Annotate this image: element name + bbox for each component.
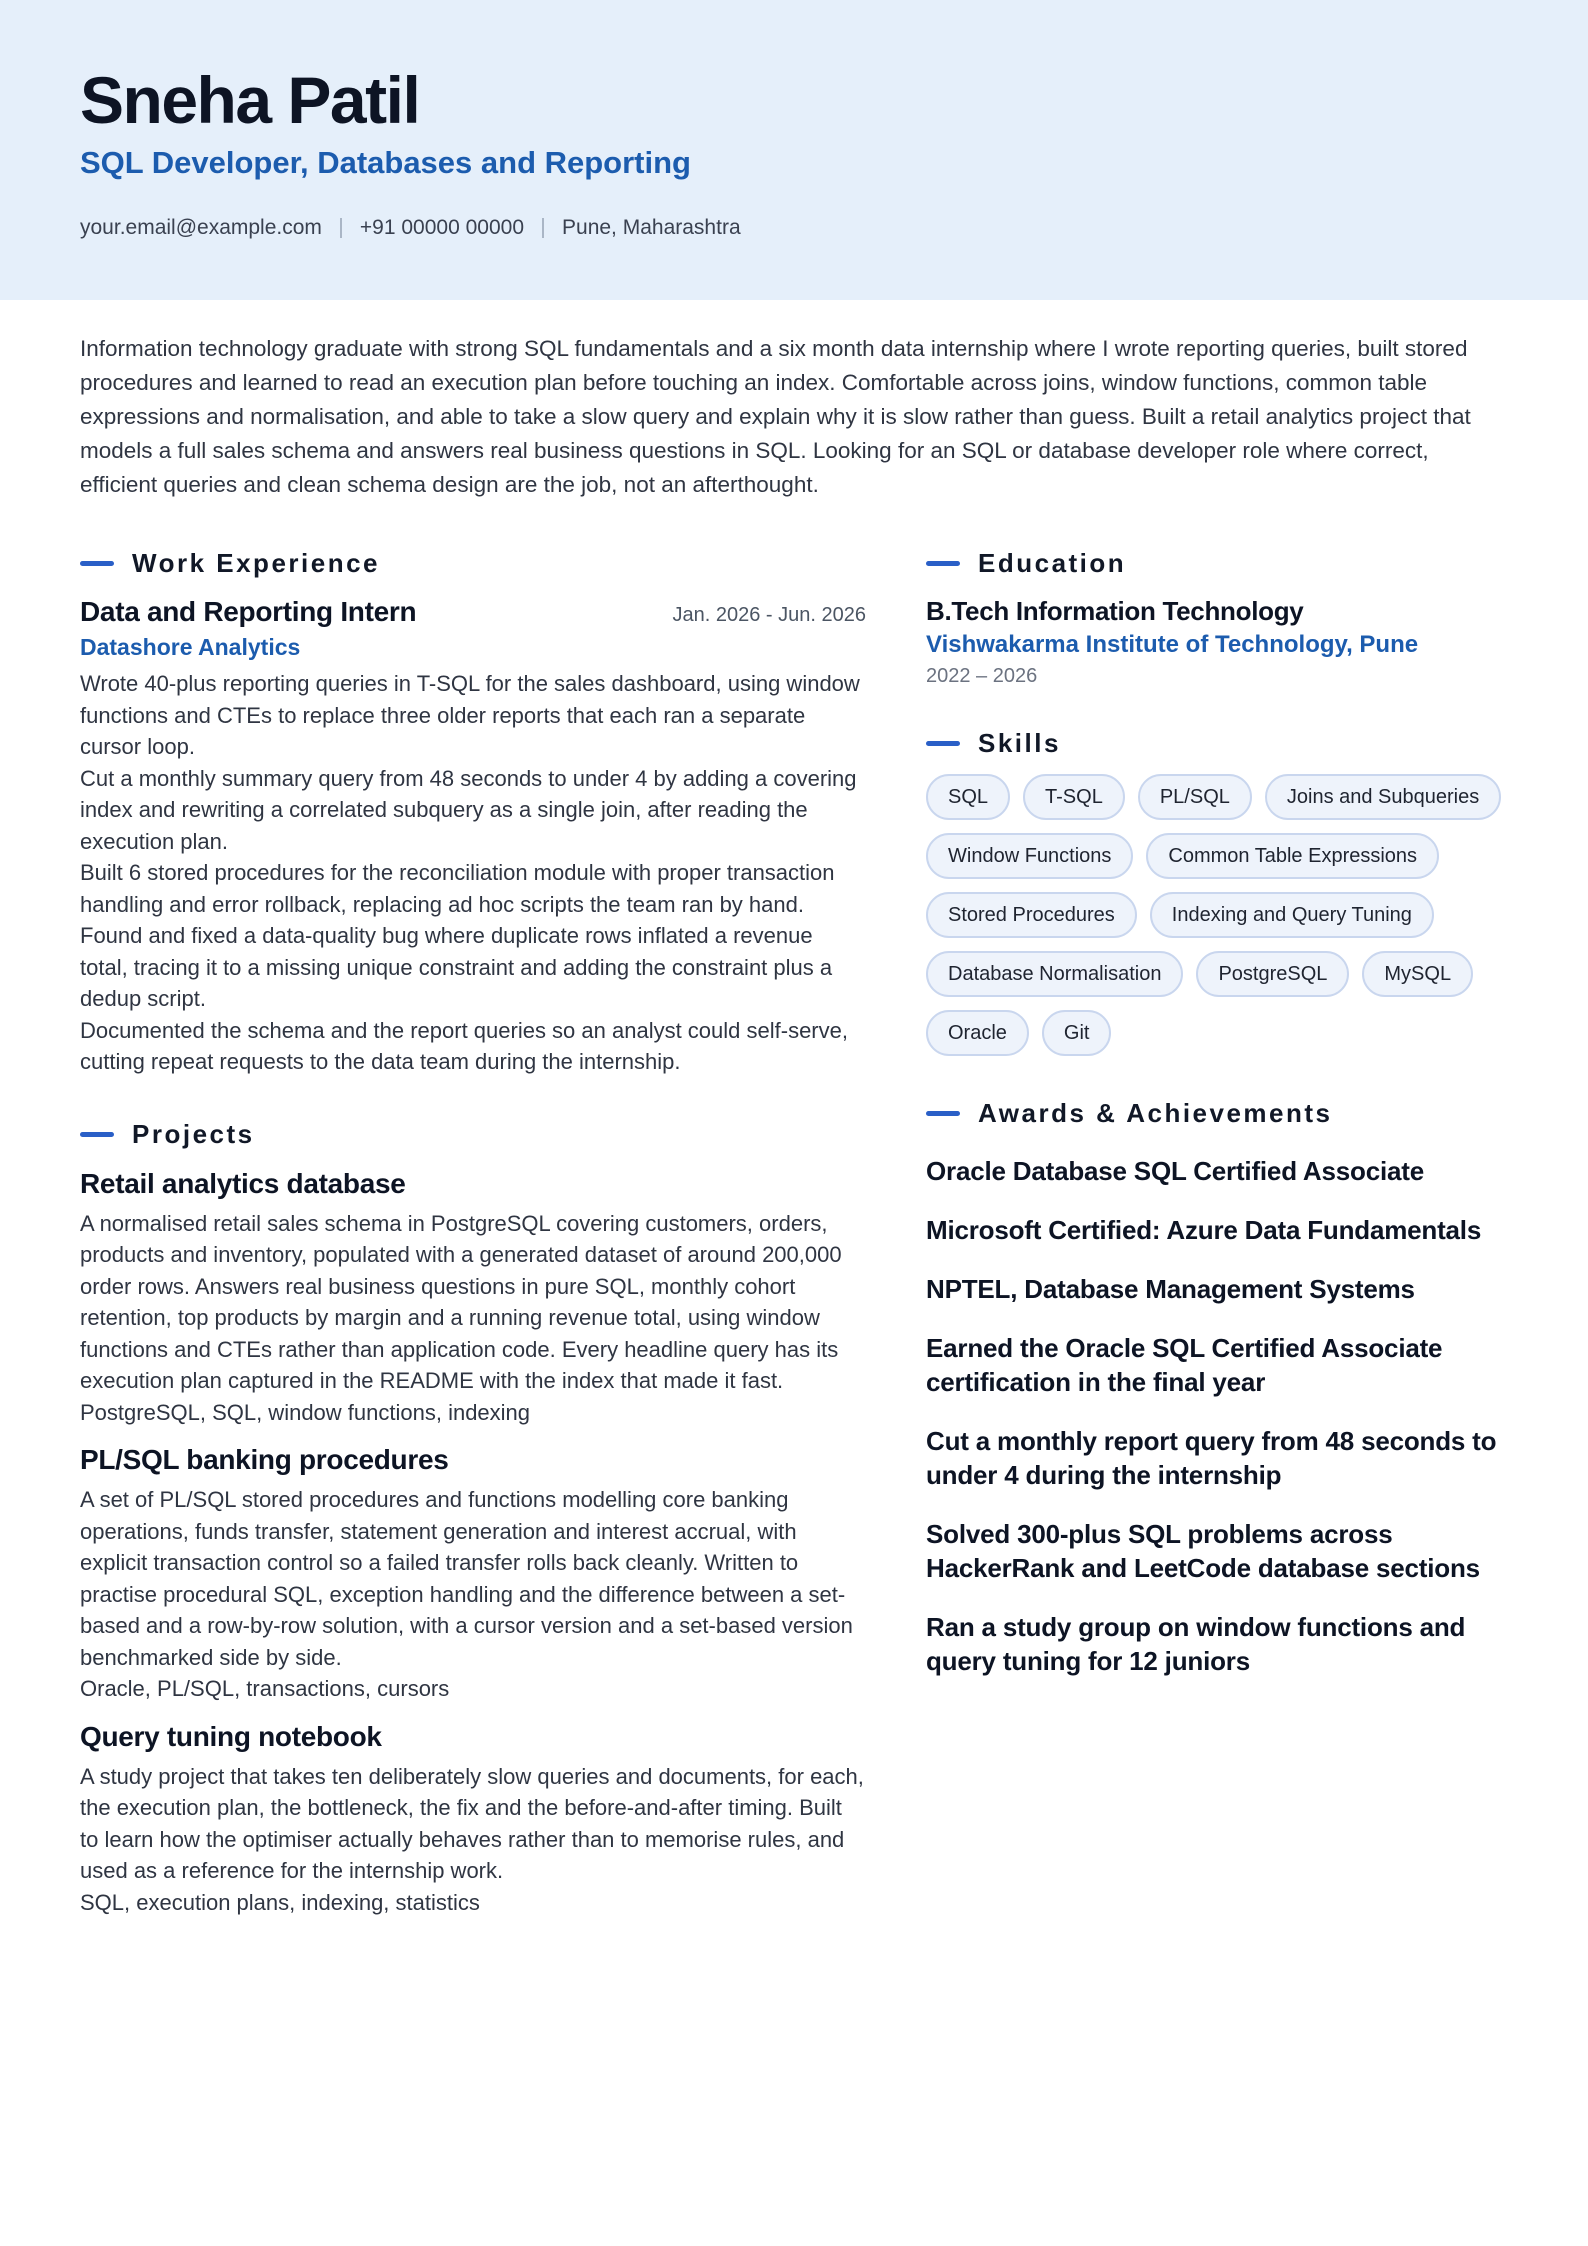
section-title: Projects — [132, 1119, 255, 1149]
skill-chip: Database Normalisation — [926, 951, 1183, 997]
project-tags: SQL, execution plans, indexing, statistics — [80, 1889, 480, 1915]
contact-divider — [542, 218, 544, 238]
award-item: Solved 300-plus SQL problems across HackerRank and LeetCode database sections — [926, 1519, 1480, 1583]
skills-heading — [926, 726, 1516, 760]
job-bullet: Built 6 stored procedures for the reconciliation module with proper transaction handling and error rollback, replacing ad hoc scripts the team ran by hand. — [80, 860, 835, 917]
section-title: Work Experience — [132, 547, 381, 578]
skill-chip: Joins and Subqueries — [1265, 774, 1501, 820]
award-item: Ran a study group on window functions and query tuning for 12 juniors — [926, 1612, 1466, 1676]
job-role: Data and Reporting Intern — [80, 596, 417, 627]
left-column — [80, 546, 866, 1918]
project-entry — [80, 1719, 866, 1919]
skill-chip: Stored Procedures — [926, 892, 1137, 938]
contact-phone: +91 00000 00000 — [359, 216, 525, 239]
professional-summary: Information technology graduate with strong SQL fundamentals and a six month data internship where I wrote reporting queries, built stored procedures and learned to read an execution plan before touching an index. Comfortable across joins, window functions, common table expressions and normalisation, and able to take a slow query and explain why it is slow rather than guess. Built a retail analytics project that models a full sales schema and answers real business questions in SQL. Looking for an SQL or database developer role where correct, efficient queries and clean schema design are the job, not an afterthought. — [80, 336, 1471, 497]
award-item: NPTEL, Database Management Systems — [926, 1274, 1415, 1304]
contact-email: your.email@example.com — [80, 216, 322, 239]
project-description: A study project that takes ten deliberately slow queries and documents, for each, the execution plan, the bottleneck, the fix and the before-and-after timing. Built to learn how the optimiser actually behaves rather than to memorise rules, and used as a reference for the internship work. — [80, 1763, 864, 1883]
right-column — [926, 546, 1516, 1703]
skill-chip: PL/SQL — [1138, 774, 1252, 820]
section-accent-bar — [80, 561, 114, 566]
job-bullet: Documented the schema and the report queries so an analyst could self-serve, cutting repeat requests to the data team during the internship. — [80, 1017, 848, 1074]
job-company: Datashore Analytics — [80, 634, 301, 660]
job-bullet: Cut a monthly summary query from 48 seconds to under 4 by adding a covering index and rewriting a correlated subquery as a single join, after reading the execution plan. — [80, 765, 857, 854]
job-dates: Jan. 2026 - Jun. 2026 — [672, 604, 866, 626]
job-bullet: Found and fixed a data-quality bug where duplicate rows inflated a revenue total, tracing it to a missing unique constraint and adding the constraint plus a dedup script. — [80, 923, 833, 1011]
project-description: A normalised retail sales schema in PostgreSQL covering customers, orders, products and inventory, populated with a generated dataset of around 200,000 order rows. Answers real business questions in pure SQL, monthly cohort retention, top products by margin and a running revenue total, using window functions and CTEs rather than application code. Every headline query has its execution plan captured in the README with the index that made it fast. — [80, 1210, 842, 1393]
school: Vishwakarma Institute of Technology, Pune — [926, 631, 1419, 658]
education-entry — [926, 594, 1516, 690]
section-title: Education — [978, 547, 1127, 578]
job-bullet: Wrote 40-plus reporting queries in T-SQL for the sales dashboard, using window functions and CTEs to replace three older reports that each ran a separate cursor loop. — [80, 671, 860, 759]
candidate-name: Sneha Patil — [80, 63, 420, 137]
contact-location: Pune, Maharashtra — [562, 216, 741, 239]
contact-line — [80, 213, 741, 243]
skill-chip: PostgreSQL — [1196, 951, 1349, 997]
project-name: Query tuning notebook — [80, 1720, 382, 1752]
skill-chip: SQL — [926, 774, 1010, 820]
skill-chip: Oracle — [926, 1010, 1029, 1056]
awards-list — [926, 1154, 1516, 1678]
awards-heading — [926, 1096, 1516, 1130]
skills-list — [926, 774, 1516, 1056]
project-tags: Oracle, PL/SQL, transactions, cursors — [80, 1676, 450, 1701]
job-entry — [80, 594, 866, 1078]
skill-chip: Common Table Expressions — [1146, 833, 1439, 879]
award-item: Cut a monthly report query from 48 seconds to under 4 during the internship — [926, 1426, 1497, 1490]
work-experience-heading — [80, 546, 866, 580]
resume-header — [0, 0, 1588, 300]
project-tags: PostgreSQL, SQL, window functions, indexing — [80, 1399, 531, 1425]
degree: B.Tech Information Technology — [926, 596, 1304, 626]
skill-chip: Window Functions — [926, 833, 1133, 879]
education-heading — [926, 546, 1516, 580]
education-years: 2022 – 2026 — [926, 665, 1038, 687]
skill-chip: Git — [1042, 1010, 1112, 1056]
award-item: Microsoft Certified: Azure Data Fundamentals — [926, 1215, 1482, 1245]
section-accent-bar — [926, 741, 960, 746]
award-item: Oracle Database SQL Certified Associate — [926, 1156, 1424, 1186]
project-entry — [80, 1442, 866, 1705]
section-accent-bar — [80, 1132, 114, 1137]
skill-chip: T-SQL — [1023, 774, 1125, 820]
award-item: Earned the Oracle SQL Certified Associate certification in the final year — [926, 1333, 1443, 1397]
skill-chip: MySQL — [1362, 951, 1473, 997]
projects-heading — [80, 1118, 866, 1152]
skill-chip: Indexing and Query Tuning — [1150, 892, 1434, 938]
project-name: Retail analytics database — [80, 1167, 406, 1199]
project-description: A set of PL/SQL stored procedures and functions modelling core banking operations, funds transfer, statement generation and interest accrual, with explicit transaction control so a failed transfer rolls back cleanly. Written to practise procedural SQL, exception handling and the difference between a set-based and a row-by-row solution, with a cursor version and a set-based version benchmarked side by side. — [80, 1487, 853, 1670]
section-title: Skills — [978, 727, 1061, 758]
contact-divider — [340, 218, 342, 238]
project-name: PL/SQL banking procedures — [80, 1444, 449, 1475]
section-accent-bar — [926, 561, 960, 566]
project-entry — [80, 1166, 866, 1429]
section-accent-bar — [926, 1111, 960, 1116]
candidate-headline: SQL Developer, Databases and Reporting — [80, 145, 691, 180]
section-title: Awards & Achievements — [978, 1097, 1333, 1128]
